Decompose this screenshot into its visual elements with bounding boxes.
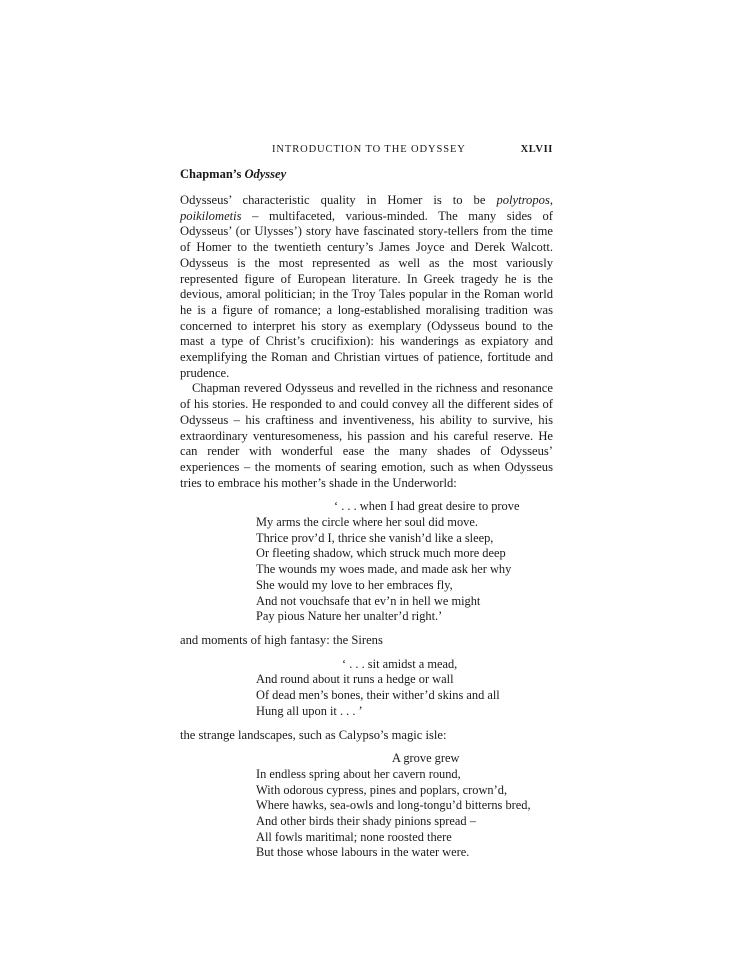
verse-line: Thrice prov’d I, thrice she vanish’d like a sleep, bbox=[256, 530, 494, 545]
verse-line: ‘ . . . when I had great desire to prove bbox=[334, 499, 520, 514]
verse-quote-calypso bbox=[256, 751, 553, 861]
paragraph-1-greek-epithets: polytropos, poikilometis bbox=[180, 193, 553, 223]
verse-line: But those whose labours in the water were. bbox=[256, 845, 470, 860]
running-head bbox=[180, 144, 553, 160]
running-head-title: INTRODUCTION TO THE ODYSSEY bbox=[272, 144, 466, 155]
verse-line: With odorous cypress, pines and poplars, crown’d, bbox=[256, 782, 508, 797]
verse-line: ‘ . . . sit amidst a mead, bbox=[342, 656, 458, 671]
section-heading-italic: Odyssey bbox=[244, 167, 287, 181]
verse-quote-underworld bbox=[256, 499, 553, 625]
bridge-text-sirens: and moments of high fantasy: the Sirens bbox=[180, 632, 383, 647]
verse-line: And other birds their shady pinions spread – bbox=[256, 814, 476, 829]
paragraph-2: Chapman revered Odysseus and revelled in the richness and resonance of his stories. He responded to and could convey all the different sides of Odysseus – his craftiness and inventiveness, his ability to survive, his extraordinary venturesomeness, his passion and his careful reserve. He can render with wonderful ease the many shades of Odysseus’ experiences – the moments of searing emotion, such as when Odysseus tries to embrace his mother’s shade in the Underworld: bbox=[180, 381, 553, 490]
bridge-text-calypso: the strange landscapes, such as Calypso’s magic isle: bbox=[180, 727, 447, 742]
verse-quote-sirens bbox=[256, 657, 553, 720]
section-heading bbox=[180, 167, 286, 182]
body-text bbox=[180, 193, 553, 869]
verse-line: All fowls maritimal; none roosted there bbox=[256, 829, 452, 844]
paragraph-1-part-2: – multifaceted, various-minded. The many sides of Odysseus’ (or Ulysses’) story have fascinated story-tellers from the time of Homer to the twentieth century’s James Joyce and Derek Walcott. Odysseus is the most represented as well as the most variously represented figure of European literature. In Greek tragedy he is the devious, amoral politician; in the Troy Tales popular in the Roman world he is a figure of romance; a long-established moralising tradition was concerned to interpret his story as exemplary (Odysseus bound to the mast a type of Christ’s crucifixion): his wanderings as expiatory and exemplifying the Roman and Christian virtues of patience, fortitude and prudence. bbox=[180, 208, 553, 380]
section-heading-prefix: Chapman’s bbox=[180, 167, 245, 181]
verse-line: And round about it runs a hedge or wall bbox=[256, 672, 454, 687]
verse-line: Where hawks, sea-owls and long-tongu’d bitterns bred, bbox=[256, 798, 531, 813]
verse-line: Or fleeting shadow, which struck much more deep bbox=[256, 546, 506, 561]
verse-line: Hung all upon it . . . ’ bbox=[256, 703, 363, 718]
verse-line: A grove grew bbox=[392, 751, 460, 766]
verse-line: And not vouchsafe that ev’n in hell we might bbox=[256, 593, 481, 608]
verse-line: In endless spring about her cavern round, bbox=[256, 766, 461, 781]
verse-line: Pay pious Nature her unalter’d right.’ bbox=[256, 609, 443, 624]
verse-line: My arms the circle where her soul did move. bbox=[256, 515, 478, 530]
verse-line: Of dead men’s bones, their wither’d skins and all bbox=[256, 688, 500, 703]
paragraph-1 bbox=[180, 193, 553, 381]
verse-line: The wounds my woes made, and made ask her why bbox=[256, 562, 512, 577]
verse-line: She would my love to her embraces fly, bbox=[256, 577, 453, 592]
page-number: XLVII bbox=[520, 144, 553, 155]
paragraph-1-part-1: Odysseus’ characteristic quality in Homer is to be bbox=[180, 193, 497, 207]
